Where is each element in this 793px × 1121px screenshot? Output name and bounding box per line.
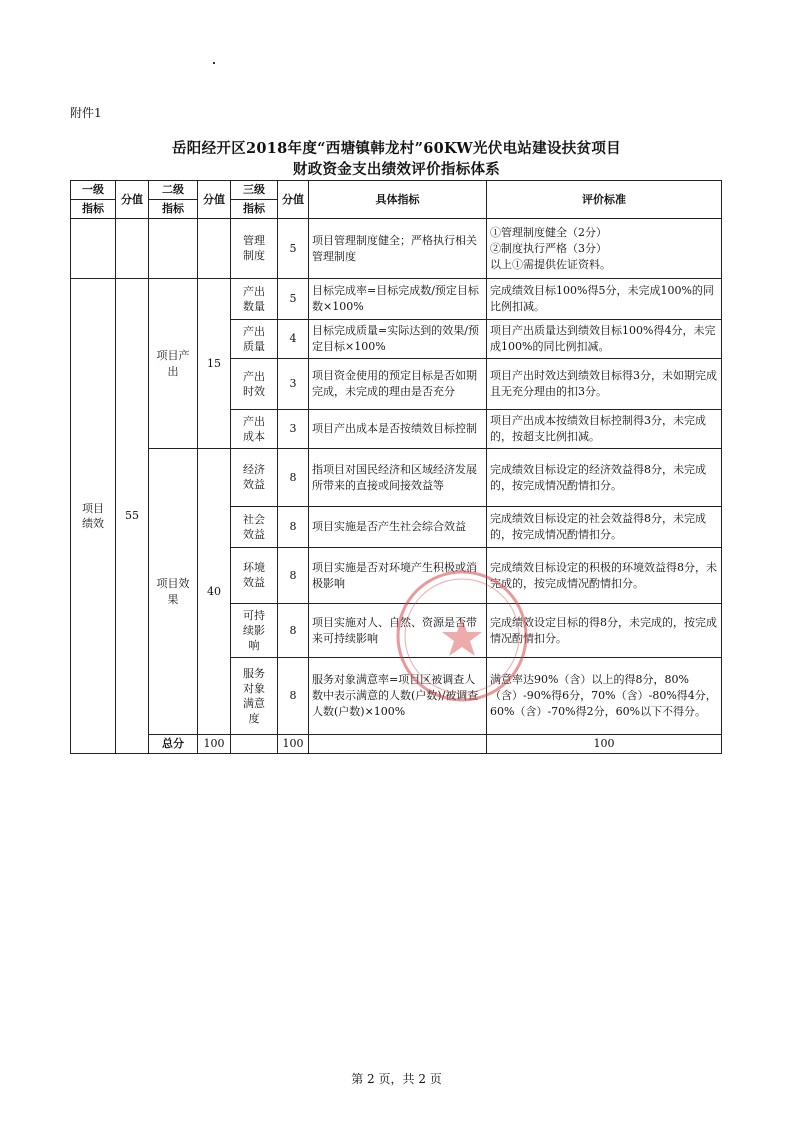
standard-cell <box>487 219 722 279</box>
page-subtitle: 财政资金支出绩效评价指标体系 <box>292 161 501 178</box>
level3-score: 5 <box>278 219 309 279</box>
detail-cell: 服务对象满意率=项目区被调查人数中表示满意的人数(户数)/被调查人数(户数)×100% <box>309 658 487 735</box>
level1-name: 项目绩效 <box>71 279 116 754</box>
level3-name: 环境效益 <box>231 548 278 604</box>
standard-line: 以上①需提供佐证资料。 <box>490 257 611 271</box>
level3-score: 8 <box>278 548 309 604</box>
empty-cell <box>116 219 149 279</box>
standard-cell: 完成绩效目标100%得5分，未完成100%的同比例扣减。 <box>487 279 722 320</box>
standard-cell: 完成绩效目标设定的社会效益得8分，未完成的，按完成情况酌情扣分。 <box>487 507 722 548</box>
evaluation-table <box>70 180 722 754</box>
header-score3: 分值 <box>278 181 309 219</box>
level3-name: 经济效益 <box>231 449 278 507</box>
total-row <box>71 735 722 754</box>
empty-cell <box>198 219 231 279</box>
detail-cell: 项目管理制度健全；严格执行相关管理制度 <box>309 219 487 279</box>
total-score3: 100 <box>487 735 722 754</box>
detail-cell: 目标完成率=目标完成数/预定目标数×100% <box>309 279 487 320</box>
level3-score: 3 <box>278 410 309 449</box>
header-level1-top: 一级 <box>71 181 116 200</box>
level3-score: 8 <box>278 507 309 548</box>
empty-cell <box>71 219 116 279</box>
standard-line: ②制度执行严格（3分） <box>490 241 607 255</box>
empty-cell <box>309 735 487 754</box>
standard-line: ①管理制度健全（2分） <box>490 225 607 239</box>
standard-cell: 项目产出质量达到绩效目标100%得4分，未完成100%的同比例扣减。 <box>487 320 722 359</box>
scan-speck <box>213 62 215 64</box>
level3-name: 产出数量 <box>231 279 278 320</box>
level3-name: 管理制度 <box>231 219 278 279</box>
level3-score: 8 <box>278 449 309 507</box>
attachment-label: 附件1 <box>70 106 102 120</box>
header-score2: 分值 <box>198 181 231 219</box>
header-level1-bottom: 指标 <box>71 200 116 219</box>
level2-name-effect: 项目效果 <box>149 449 198 735</box>
header-row-1 <box>71 181 722 200</box>
level3-name: 可持续影响 <box>231 604 278 658</box>
total-score1: 100 <box>198 735 231 754</box>
total-label: 总分 <box>149 735 198 754</box>
level3-name: 服务对象满意度 <box>231 658 278 735</box>
total-score2: 100 <box>278 735 309 754</box>
header-score1: 分值 <box>116 181 149 219</box>
standard-cell: 完成绩效目标设定的经济效益得8分，未完成的，按完成情况酌情扣分。 <box>487 449 722 507</box>
level2-score-output: 15 <box>198 279 231 449</box>
level3-name: 产出成本 <box>231 410 278 449</box>
standard-cell: 项目产出成本按绩效目标控制得3分，未完成的，按超支比例扣减。 <box>487 410 722 449</box>
level3-score: 4 <box>278 320 309 359</box>
detail-cell: 项目实施对人、自然、资源是否带来可持续影响 <box>309 604 487 658</box>
page-title: 岳阳经开区2018年度“西塘镇韩龙村”60KW光伏电站建设扶贫项目 <box>172 140 621 157</box>
table-row <box>71 279 722 320</box>
level3-score: 5 <box>278 279 309 320</box>
detail-cell: 目标完成质量=实际达到的效果/预定目标×100% <box>309 320 487 359</box>
level1-score: 55 <box>116 279 149 754</box>
detail-cell: 项目实施是否对环境产生积极或消极影响 <box>309 548 487 604</box>
level3-name: 产出时效 <box>231 359 278 410</box>
empty-cell <box>231 735 278 754</box>
detail-cell: 项目产出成本是否按绩效目标控制 <box>309 410 487 449</box>
standard-cell: 完成绩效目标设定的积极的环境效益得8分，未完成的，按完成情况酌情扣分。 <box>487 548 722 604</box>
level3-name: 产出质量 <box>231 320 278 359</box>
header-standard: 评价标准 <box>487 181 722 219</box>
empty-cell <box>149 219 198 279</box>
page-footer: 第 2 页，共 2 页 <box>351 1072 442 1086</box>
level2-name-output: 项目产出 <box>149 279 198 449</box>
level3-score: 8 <box>278 604 309 658</box>
detail-cell: 项目实施是否产生社会综合效益 <box>309 507 487 548</box>
header-level2-top: 二级 <box>149 181 198 200</box>
level3-name: 社会效益 <box>231 507 278 548</box>
level2-score-effect: 40 <box>198 449 231 735</box>
table-row <box>71 219 722 279</box>
level3-score: 3 <box>278 359 309 410</box>
header-level3-top: 三级 <box>231 181 278 200</box>
header-level2-bottom: 指标 <box>149 200 198 219</box>
level3-score: 8 <box>278 658 309 735</box>
standard-cell: 满意率达90%（含）以上的得8分，80%（含）-90%得6分，70%（含）-80%得4分，60%（含）-70%得2分，60%以下不得分。 <box>487 658 722 735</box>
header-detail: 具体指标 <box>309 181 487 219</box>
detail-cell: 项目资金使用的预定目标是否如期完成，未完成的理由是否充分 <box>309 359 487 410</box>
standard-cell: 完成绩效设定目标的得8分，未完成的，按完成情况酌情扣分。 <box>487 604 722 658</box>
detail-cell: 指项目对国民经济和区域经济发展所带来的直接或间接效益等 <box>309 449 487 507</box>
standard-cell: 项目产出时效达到绩效目标得3分，未如期完成且无充分理由的扣3分。 <box>487 359 722 410</box>
header-level3-bottom: 指标 <box>231 200 278 219</box>
table-row <box>71 449 722 507</box>
